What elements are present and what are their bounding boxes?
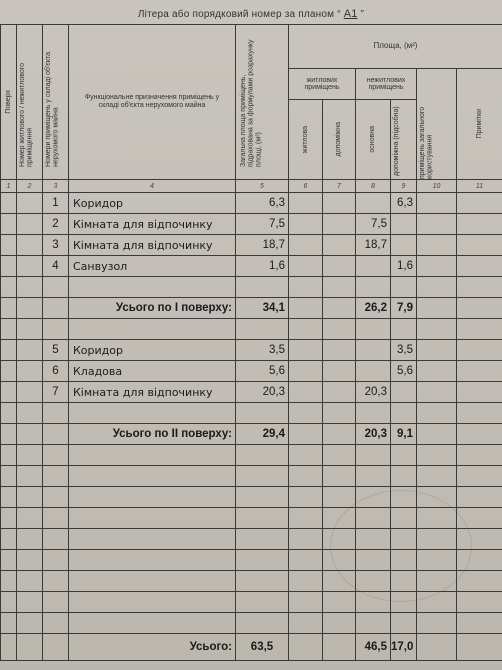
header-area: Площа, (м²) <box>289 25 502 69</box>
table-row <box>1 319 502 340</box>
grand-total-row: Усього: 63,5 46,5 17,0 <box>1 634 502 661</box>
header-living-aux: допоміжна <box>323 100 356 180</box>
header-nonliving-aux: допоміжна (підсобна) <box>391 100 417 180</box>
table-row: 5 Коридор 3,5 3,5 <box>1 340 502 361</box>
title-prefix: Літера або порядковий номер за планом <box>137 9 335 20</box>
header-purpose: Функціональне призначення приміщень у складі об'єкта нерухомого майна <box>69 25 236 180</box>
header-total-area: Загальна площа приміщень, підрахована за формулами розрахунку площі, (м²) <box>236 25 289 180</box>
table-row <box>1 466 502 487</box>
table-row: 6 Кладова 5,6 5,6 <box>1 361 502 382</box>
header-common: приміщень загального користування <box>417 69 457 180</box>
header-living-main: житлова <box>289 100 323 180</box>
table-row: 7 Кімната для відпочинку 20,3 20,3 <box>1 382 502 403</box>
floor2-total-row: Усього по ІІ поверху: 29,4 20,3 9,1 <box>1 424 502 445</box>
document-title: Літера або порядковий номер за планом “ А1 ” <box>137 8 365 20</box>
table-row <box>1 445 502 466</box>
floor1-total-row: Усього по І поверху: 34,1 26,2 7,9 <box>1 298 502 319</box>
header-notes: Примітки <box>457 69 502 180</box>
header-floor: Поверх <box>1 25 17 180</box>
table-row: 3 Кімната для відпочинку 18,7 18,7 <box>1 235 502 256</box>
table-row <box>1 277 502 298</box>
table-row <box>1 613 502 634</box>
faint-stamp <box>330 490 472 602</box>
header-room-numbers: Номери приміщень у складі об'єкта нерухомого майна <box>43 25 69 180</box>
column-numbers-row: 1 2 3 4 5 6 7 8 9 10 11 <box>1 180 502 193</box>
header-nonliving: нежитлових приміщень <box>356 69 417 100</box>
header-nonliving-main: основна <box>356 100 391 180</box>
table-row <box>1 403 502 424</box>
table-row: 2 Кімната для відпочинку 7,5 7,5 <box>1 214 502 235</box>
header-living: житлових приміщень <box>289 69 356 100</box>
header-premise-number: Номер житлового / нежитлового приміщення <box>17 25 43 180</box>
table-row: 1 Коридор 6,3 6,3 <box>1 193 502 214</box>
table-row: 4 Санвузол 1,6 1,6 <box>1 256 502 277</box>
title-letter: А1 <box>343 8 358 20</box>
